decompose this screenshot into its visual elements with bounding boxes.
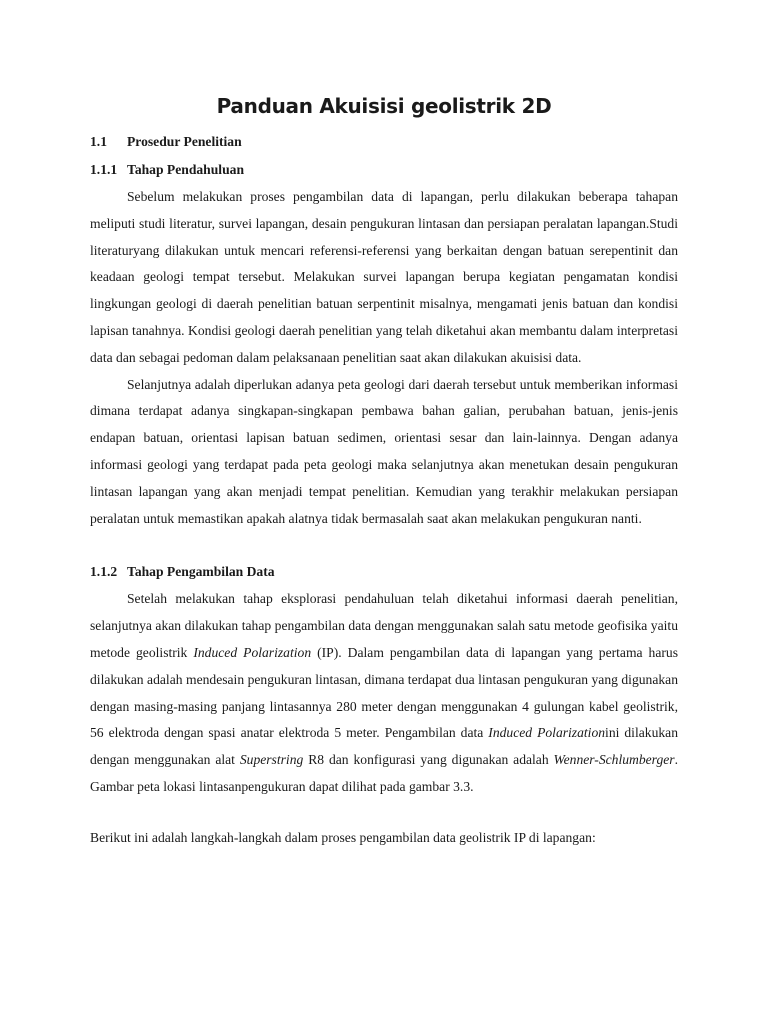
paragraph-pendahuluan-2: Selanjutnya adalah diperlukan adanya peta geologi dari daerah tersebut untuk memberikan informasi dimana terdapat adanya singkapan-singkapan pembawa bahan galian, perubahan batuan, jenis-jenis endapan batuan, orientasi lapisan batuan sedimen, orientasi sesar dan lain-lainnya. Dengan adanya informasi geologi yang terdapat pada peta geologi maka selanjutnya akan menetukan desain pengukuran lintasan lapangan yang akan menjadi tempat penelitian. Kemudian yang terakhir melakukan persiapan peralatan untuk memastikan apakah alatnya tidak bermasalah saat akan melakukan pengukuran nanti. (90, 376, 678, 526)
paragraph-pengambilan-data (90, 586, 678, 800)
text-run: R8 dan konfigurasi yang digunakan adalah (303, 752, 554, 768)
section-heading-1-1-2 (90, 558, 678, 586)
text-run: ini dilakukan dengan menggunakan alat (90, 725, 678, 768)
section-number: 1.1 (90, 134, 107, 149)
section-number: 1.1.1 (90, 162, 118, 177)
italic-term: Wenner-Schlumberger (553, 752, 675, 768)
text-run: (IP). Dalam pengambilan data di lapangan yang pertama harus dilakukan adalah mendesain pengukuran lintasan, dimana terdapat dua lintasan pengukuran yang digunakan dengan masing-masing panjang lintasannya 280 meter dengan menggunakan 4 gulungan kabel geolistrik, 56 elektroda dengan spasi anatar elektroda 5 meter. Pengambilan data (90, 644, 678, 741)
italic-term: Induced Polarization (488, 725, 606, 741)
document-page (90, 92, 678, 852)
italic-term: Superstring (239, 752, 304, 768)
section-heading-1-1 (90, 128, 678, 156)
text-run: . Gambar peta lokasi lintasanpengukuran dapat dilihat pada gambar 3.3. (90, 752, 678, 794)
section-title: Tahap Pendahuluan (127, 162, 244, 177)
spacer (90, 801, 678, 825)
spacer (90, 532, 678, 558)
section-number: 1.1.2 (90, 564, 118, 580)
italic-term: Induced Polarization (193, 644, 312, 660)
section-title: Prosedur Penelitian (127, 134, 242, 149)
section-heading-1-1-1 (90, 156, 678, 184)
text-run: Setelah melakukan tahap eksplorasi pendahuluan telah diketahui informasi daerah penelitian, selanjutnya akan dilakukan tahap pengambilan data dengan menggunakan salah satu metode geofisika yaitu metode geolistrik (90, 591, 678, 660)
document-title: Panduan Akuisisi geolistrik 2D (216, 94, 552, 118)
section-title: Tahap Pengambilan Data (127, 564, 275, 580)
paragraph-pendahuluan-1: Sebelum melakukan proses pengambilan data di lapangan, perlu dilakukan beberapa tahapan meliputi studi literatur, survei lapangan, desain pengukuran lintasan dan persiapan peralatan lapangan.Studi literaturyang dilakukan untuk mencari referensi-referensi yang berkaitan dengan batuan serepentinit dan keadaan geologi tempat tersebut. Melakukan survei lapangan berupa kegiatan pengamatan kondisi lingkungan geologi di daerah penelitian batuan serpentinit misalnya, mengamati jenis batuan dan kondisi lapisan tanahnya. Kondisi geologi daerah penelitian yang telah diketahui akan membantu dalam interpretasi data dan sebagai pedoman dalam pelaksanaan penelitian saat akan dilakukan akuisisi data. (90, 189, 678, 365)
closing-line: Berikut ini adalah langkah-langkah dalam proses pengambilan data geolistrik IP di lapangan: (90, 829, 596, 845)
